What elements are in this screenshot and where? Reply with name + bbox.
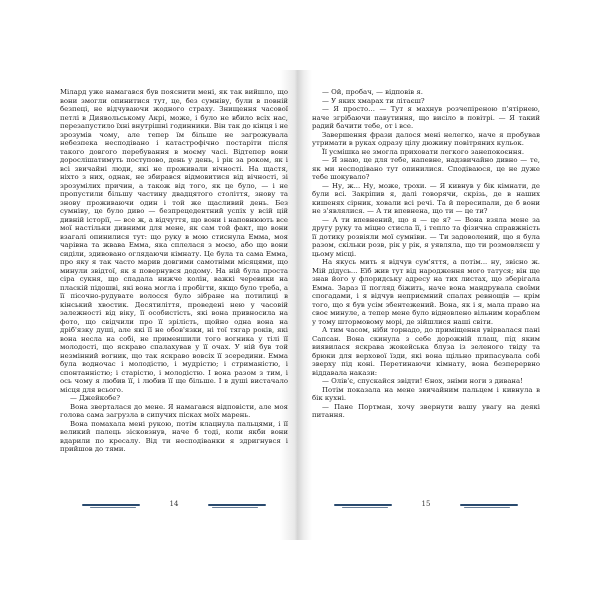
- right-paragraph-5: Її усмішка не змогла приховати легкого занепокоєння.: [322, 147, 525, 156]
- right-paragraph-2: — У яких хмарах ти літаєш?: [322, 96, 425, 105]
- right-paragraph-6: — Я знаю, це для тебе, напевне, надзвичайно дивно — те, як ми несподівано тут опинилися. Сподіваюся, це не дуже тебе шокувало?: [312, 156, 540, 181]
- right-paragraph-8: — А ти впевнений, що я — це я? — Вона взяла мене за другу руку та міцно стисла її, і тепло та фізична справжність її дотику розвіяли мої сумніви. — Ти задоволений, що я була разом, скільки розв, рік у рік, я уявляла, що ти розмовляєш у цьому місці.: [312, 215, 540, 258]
- left-paragraph-3: Вона зверталася до мене. Я намагався відповісти, але моя голова сама загрузла в сипучих пісках моїх марень.: [60, 402, 288, 419]
- left-paragraph-1: Мілард уже намагався був пояснити мені, як так вийшло, що вони змогли опинитися тут, це, без сумніву, були в повній безпеці, не відчуваючи жодного страху. Знищення часової петлі в Диявольському Акрі, може, і було не вбило всіх нас, перезапустило їхні внутрішні годинники. Він так до кінця і не зрозумів чому, але тепер їм більше не загрожувала небезпека несподівано і катастрофічно постаріти після такого довгого перебування в моєму часі. Відтепер вони дорослішатимуть поступово, день у день, і рік за роком, як і всі звичайні люди, які не проживали вічності. На щастя, ніхто з них, однак, не збирався відмовитися від вічності, зі зрозумілих причин, а також від того, як це було, — і не пропустили більшу частину двадцятого століття, знову та знову проживаючи один і той же щасливий день. Без сумніву, це було диво — безпрецедентний успіх у всій цій дивній історії, — все ж, а відчуття, що вони і наповнюють все мої настільки дивними для мене, як сам той факт, що вони взагалі опинилися тут: що руку в мою стиснула Емма, моя чарівна та жвава Емма, яка сплелася з моєю, або що вони сиділи, здивовано оглядаючи кімнату. Це була та сама Емма, про яку я так часто марив довгими самотніми місяцями, що минули звідтої, як я повернувся додому. На ній була проста сіра сукня, що спадала нижче колін, важкі черевики на пласкій підошві, які вона могла і пробігти, якщо було треба, а її пісочно-рудувате волосся було зібране на потилиці в кінський хвостик. Десятиліття, проведені нею у часовій залежності від віку, її особистість, які вона привносила на фото, що свідчили про її зрілість, щойно одна вона на дріб'язку душі, але які її не обов'язки, ні тої тягар років, які вона несла на собі, не применшили того вогника у тілі її молодості, що яскраво спалахував у її очах. У ній був той незмінний вогник, що так яскраво вовсіх її зсередини. Емма була водночас і молодістю, і мудрістю; і стриманістю, і спонтанністю; і старістю, і молодістю. І вона разом з тим, і ось чому я любив її, і любив її ще більше. І в душі вистачало місця для всього.: [60, 88, 288, 394]
- right-paragraph-11: — Олів'є, спускайся звідти! Єнох, зніми ноги з дивана!: [322, 377, 523, 385]
- left-paragraph-4: Вона помахала мені рукою, потім клацнула пальцями, і її великий палець зісковзнув, наче б тоді, коли якби вони вдарили по кресалу. Від ти несподіванки я здригнувся і прийшов до тями.: [60, 419, 288, 453]
- right-paragraph-3: — Я просто… — Тут я махнув розчепіреною п'ятірнею, наче згрібаючи павутиння, що висіло в повітрі. — Я такий радий бачити тебе, от і все.: [312, 105, 540, 130]
- left-page: [60, 88, 288, 518]
- right-folio: [312, 500, 540, 510]
- right-paragraph-10: А тим часом, ніби торнадо, до приміщення увірвалася пані Сапсан. Вона скинула з себе дорожній плащ, під яким виявилася яскрава жокейська блуза із зеленого твіду та брюки для верхової їзди, які вона щільно припасувала собі зверху під коні. Перетинаючи кімнату, вона безперервно віддавала накази:: [312, 326, 540, 377]
- left-paragraph-2: — Джейкобе?: [70, 394, 121, 402]
- right-paragraph-4: Завершення фрази далося мені нелегко, наче я пробував утримати в руках одразу цілу дюжину повітряних кульок.: [312, 130, 540, 147]
- right-paragraph-13: — Пане Портман, хочу звернути вашу увагу на деякі питання.: [312, 402, 540, 419]
- right-paragraph-7: — Ну, ж... Ну, може, трохи. — Я кивнув у бік кімнати, де були всі. Закріпив я, далі говорячи, скрізь, де в наших кишенях сірник, ховали всі речі. Та й пересипали, де б вони не з'являлися. — А ти впевнена, що ти — це ти?: [312, 181, 540, 215]
- page-number: 15: [421, 500, 431, 508]
- right-page: [312, 88, 540, 518]
- right-paragraph-12: Потім показала на мене звичайним пальцем і кивнула в бік кухні.: [312, 385, 540, 402]
- page-number: 14: [169, 500, 179, 508]
- right-paragraph-1: — Ой, пробач, — відповів я.: [322, 88, 423, 96]
- right-paragraph-9: На якусь мить я відчув сум'яття, а потім... ну, звісно ж. Мій дідусь... Еїб жив тут від народження мого татуся; він ще знав його у флоридську адресу на тих листах, що зберігала Емма. Зараз її погляд біжить, наче вона мандрувала своїми спогадами, і я відчув неприємний спалах ревнощів — крім того, що я був усім збентежений. Вона, як і я, мала право на своє минуле, а тепер мене було відновлено вільним кораблем у тому штормовому морі, де зійшлися наші світи.: [312, 258, 540, 326]
- left-folio: [60, 500, 288, 510]
